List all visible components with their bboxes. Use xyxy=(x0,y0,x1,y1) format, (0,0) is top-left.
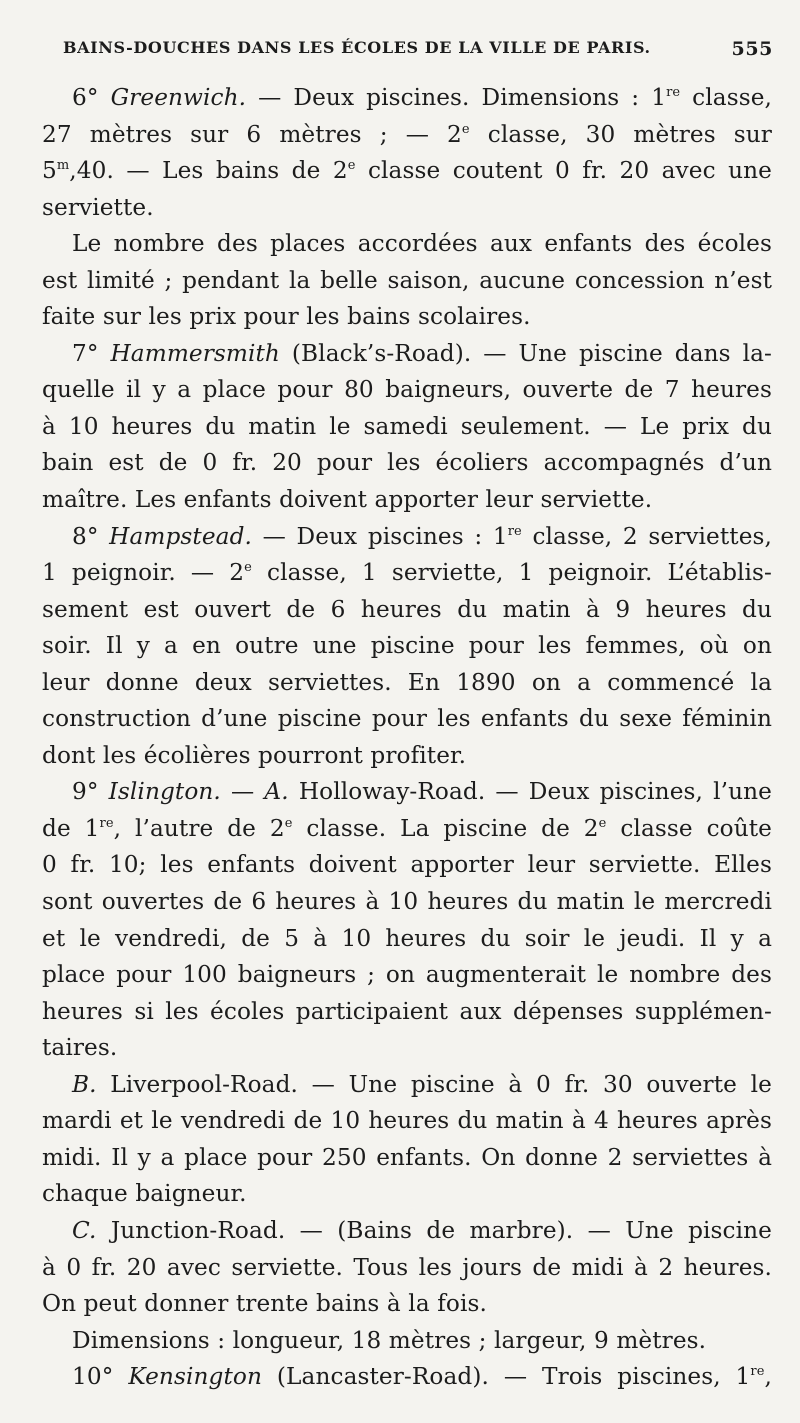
italic-text: Islington. xyxy=(108,778,221,806)
text-run: de 1 xyxy=(42,814,100,842)
text-run: Le nombre des places accordées aux enfants des écoles xyxy=(72,230,772,258)
text-run: place pour 100 baigneurs ; on augmenterait le nombre des xyxy=(42,961,772,989)
superscript: e xyxy=(284,815,293,831)
text-run: classe, 1 serviette, 1 peignoir. L’établis- xyxy=(251,559,772,587)
text-line xyxy=(42,1176,772,1213)
text-run: heures si les écoles participaient aux dépenses supplémen- xyxy=(42,997,772,1025)
text-run: 6° xyxy=(72,84,111,111)
text-line xyxy=(42,847,772,884)
text-run: 27 mètres sur 6 mètres ; — 2 xyxy=(42,120,462,148)
text-run: — Deux piscines : 1 xyxy=(252,522,508,550)
superscript: m xyxy=(56,158,70,174)
text-line xyxy=(42,153,772,190)
text-run: Dimensions : longueur, 18 mètres ; largeur, 9 mètres. xyxy=(72,1326,707,1354)
text-line xyxy=(42,299,772,336)
text-line xyxy=(42,1213,772,1250)
text-run: 9° xyxy=(72,778,109,806)
text-run: serviette. xyxy=(42,193,154,221)
text-run: — xyxy=(220,778,265,806)
text-run: bain est de 0 fr. 20 pour les écoliers accompagnés d’un xyxy=(42,449,772,477)
text-line xyxy=(42,774,772,811)
text-line xyxy=(42,445,772,482)
running-title: BAINS-DOUCHES DANS LES ÉCOLES DE LA VILLE DE PARIS. xyxy=(63,38,651,57)
text-line xyxy=(42,409,772,446)
text-line xyxy=(42,482,772,519)
superscript: re xyxy=(750,1364,765,1380)
text-line xyxy=(42,117,772,154)
italic-text: A. xyxy=(264,778,289,806)
text-run: 8° xyxy=(72,522,110,550)
superscript: re xyxy=(99,815,114,831)
text-run: ,40. — Les bains de 2 xyxy=(69,157,348,185)
text-run: 0 fr. 10; les enfants doivent apporter leur serviette. Elles xyxy=(42,851,772,879)
text-run: classe coutent 0 fr. 20 avec une xyxy=(355,157,772,185)
text-run: — Deux piscines. Dimensions : 1 xyxy=(246,84,667,111)
superscript: e xyxy=(461,121,470,137)
text-run: classe. La piscine de 2 xyxy=(292,814,599,842)
body-text xyxy=(42,80,772,1396)
text-line xyxy=(42,592,772,629)
text-run: maître. Les enfants doivent apporter leur serviette. xyxy=(42,486,653,514)
text-run: taires. xyxy=(42,1034,118,1062)
superscript: e xyxy=(598,815,607,831)
text-run: 10° xyxy=(72,1363,129,1391)
text-line xyxy=(42,1140,772,1177)
text-run: 1 peignoir. — 2 xyxy=(42,559,245,587)
text-run: , xyxy=(764,1363,773,1391)
text-line xyxy=(42,372,772,409)
text-line xyxy=(42,994,772,1031)
text-run: classe, 2 serviettes, xyxy=(521,522,772,550)
page-header xyxy=(63,38,773,68)
text-run: à 10 heures du matin le samedi seulement. — Le prix du xyxy=(42,412,772,440)
text-line xyxy=(42,1067,772,1104)
superscript: re xyxy=(666,85,681,100)
text-line xyxy=(42,1286,772,1323)
text-run: On peut donner trente bains à la fois. xyxy=(42,1290,487,1318)
text-run: classe, xyxy=(680,84,772,111)
text-line xyxy=(42,628,772,665)
text-run: sement est ouvert de 6 heures du matin à 9 heures du xyxy=(42,595,772,623)
text-run: classe coûte xyxy=(606,814,772,842)
text-run: sont ouvertes de 6 heures à 10 heures du matin le mercredi xyxy=(42,888,772,916)
text-run: faite sur les prix pour les bains scolaires. xyxy=(42,303,531,331)
text-run: Liverpool-Road. — Une piscine à 0 fr. 30 ouverte le xyxy=(96,1070,772,1098)
text-line xyxy=(42,190,772,227)
text-run: classe, 30 mètres sur xyxy=(469,120,772,148)
text-run: est limité ; pendant la belle saison, aucune concession n’est xyxy=(42,266,772,294)
italic-text: Kensington xyxy=(128,1363,262,1391)
text-run: Holloway-Road. — Deux piscines, l’une xyxy=(288,778,772,806)
text-line xyxy=(42,519,772,556)
text-run: chaque baigneur. xyxy=(42,1180,247,1208)
text-run: Junction-Road. — (Bains de marbre). — Une piscine xyxy=(96,1216,772,1244)
text-line xyxy=(42,1030,772,1067)
text-line xyxy=(42,1323,772,1360)
text-run: construction d’une piscine pour les enfants du sexe féminin xyxy=(42,705,772,733)
page-number: 555 xyxy=(731,38,773,60)
italic-text: Hammersmith xyxy=(110,339,280,367)
superscript: e xyxy=(244,560,252,576)
text-run: leur donne deux serviettes. En 1890 on a commencé la xyxy=(42,668,772,696)
text-line xyxy=(42,555,772,592)
text-line xyxy=(42,226,772,263)
superscript: re xyxy=(507,523,522,539)
text-line xyxy=(42,1250,772,1287)
text-line xyxy=(42,1359,772,1396)
text-run: soir. Il y a en outre une piscine pour les femmes, où on xyxy=(42,632,772,660)
text-line xyxy=(42,263,772,300)
italic-text: C. xyxy=(72,1216,97,1244)
text-line xyxy=(42,884,772,921)
text-run: dont les écolières pourront profiter. xyxy=(42,741,467,769)
italic-text: Hampstead. xyxy=(109,522,253,550)
text-run: (Lancaster-Road). — Trois piscines, 1 xyxy=(261,1363,751,1391)
text-run: midi. Il y a place pour 250 enfants. On donne 2 serviettes à xyxy=(42,1143,772,1171)
text-line xyxy=(42,957,772,994)
text-run: 7° xyxy=(72,339,111,367)
text-run: 5 xyxy=(42,157,57,185)
text-line xyxy=(42,921,772,958)
text-run: (Black’s-Road). — Une piscine dans la- xyxy=(279,339,772,367)
text-line xyxy=(42,1103,772,1140)
text-run: à 0 fr. 20 avec serviette. Tous les jours de midi à 2 heures. xyxy=(42,1253,772,1281)
italic-text: Greenwich. xyxy=(110,84,247,111)
text-run: et le vendredi, de 5 à 10 heures du soir le jeudi. Il y a xyxy=(42,924,772,952)
text-run: , l’autre de 2 xyxy=(113,814,285,842)
text-line xyxy=(42,336,772,373)
text-line xyxy=(42,701,772,738)
text-run: quelle il y a place pour 80 baigneurs, ouverte de 7 heures xyxy=(42,376,772,404)
text-line xyxy=(42,811,772,848)
text-line xyxy=(42,738,772,775)
text-line xyxy=(42,80,772,117)
text-line xyxy=(42,665,772,702)
italic-text: B. xyxy=(72,1070,97,1098)
text-run: mardi et le vendredi de 10 heures du matin à 4 heures après xyxy=(42,1107,772,1135)
superscript: e xyxy=(347,158,356,174)
